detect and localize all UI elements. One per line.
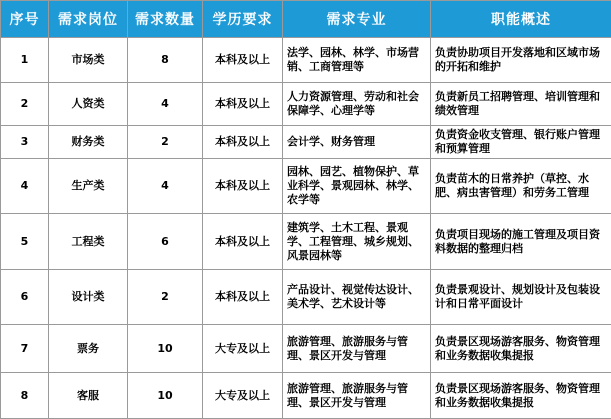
- cell-major: 会计学、财务管理: [283, 126, 431, 159]
- header-duty: 职能概述: [431, 1, 611, 38]
- table-row: [1, 373, 611, 419]
- cell-count: 10: [128, 373, 203, 419]
- cell-education: 大专及以上: [203, 373, 283, 419]
- cell-count: 4: [128, 159, 203, 214]
- header-position: 需求岗位: [49, 1, 128, 38]
- cell-no: 8: [1, 373, 49, 419]
- cell-duty: 负责新员工招聘管理、培训管理和绩效管理: [431, 83, 611, 126]
- cell-duty: 负责协助项目开发落地和区域市场的开拓和维护: [431, 38, 611, 83]
- cell-position: 设计类: [49, 270, 128, 325]
- header-education: 学历要求: [203, 1, 283, 38]
- cell-no: 1: [1, 38, 49, 83]
- cell-duty: 负责资金收支管理、银行账户管理和预算管理: [431, 126, 611, 159]
- cell-duty: 负责景观设计、规划设计及包装设计和日常平面设计: [431, 270, 611, 325]
- cell-position: 工程类: [49, 214, 128, 270]
- cell-major: 旅游管理、旅游服务与管理、景区开发与管理: [283, 373, 431, 419]
- cell-major: 建筑学、土木工程、景观学、工程管理、城乡规划、风景园林等: [283, 214, 431, 270]
- cell-position: 生产类: [49, 159, 128, 214]
- cell-count: 2: [128, 270, 203, 325]
- cell-duty: 负责景区现场游客服务、物资管理和业务数据收集提报: [431, 373, 611, 419]
- table-row: [1, 38, 611, 83]
- table-row: [1, 214, 611, 270]
- cell-count: 10: [128, 325, 203, 373]
- cell-no: 6: [1, 270, 49, 325]
- cell-education: 大专及以上: [203, 325, 283, 373]
- cell-count: 2: [128, 126, 203, 159]
- header-count: 需求数量: [128, 1, 203, 38]
- cell-no: 4: [1, 159, 49, 214]
- table-row: [1, 159, 611, 214]
- header-no: 序号: [1, 1, 49, 38]
- cell-major: 人力资源管理、劳动和社会保障学、心理学等: [283, 83, 431, 126]
- cell-major: 法学、园林、林学、市场营销、工商管理等: [283, 38, 431, 83]
- header-major: 需求专业: [283, 1, 431, 38]
- cell-no: 5: [1, 214, 49, 270]
- cell-no: 3: [1, 126, 49, 159]
- cell-education: 本科及以上: [203, 270, 283, 325]
- cell-position: 市场类: [49, 38, 128, 83]
- cell-position: 财务类: [49, 126, 128, 159]
- cell-count: 6: [128, 214, 203, 270]
- cell-count: 4: [128, 83, 203, 126]
- cell-major: 产品设计、视觉传达设计、美术学、艺术设计等: [283, 270, 431, 325]
- cell-education: 本科及以上: [203, 83, 283, 126]
- cell-position: 票务: [49, 325, 128, 373]
- cell-education: 本科及以上: [203, 126, 283, 159]
- cell-position: 人资类: [49, 83, 128, 126]
- cell-education: 本科及以上: [203, 38, 283, 83]
- cell-no: 2: [1, 83, 49, 126]
- table-row: [1, 270, 611, 325]
- table-row: [1, 325, 611, 373]
- table-row: [1, 126, 611, 159]
- cell-position: 客服: [49, 373, 128, 419]
- cell-duty: 负责景区现场游客服务、物资管理和业务数据收集提报: [431, 325, 611, 373]
- cell-major: 园林、园艺、植物保护、草业科学、景观园林、林学、农学等: [283, 159, 431, 214]
- cell-duty: 负责苗木的日常养护（草控、水肥、病虫害管理）和劳务工管理: [431, 159, 611, 214]
- cell-duty: 负责项目现场的施工管理及项目资料数据的整理归档: [431, 214, 611, 270]
- cell-no: 7: [1, 325, 49, 373]
- table-row: [1, 83, 611, 126]
- table-header-row: [1, 1, 611, 38]
- cell-count: 8: [128, 38, 203, 83]
- cell-major: 旅游管理、旅游服务与管理、景区开发与管理: [283, 325, 431, 373]
- cell-education: 本科及以上: [203, 159, 283, 214]
- cell-education: 本科及以上: [203, 214, 283, 270]
